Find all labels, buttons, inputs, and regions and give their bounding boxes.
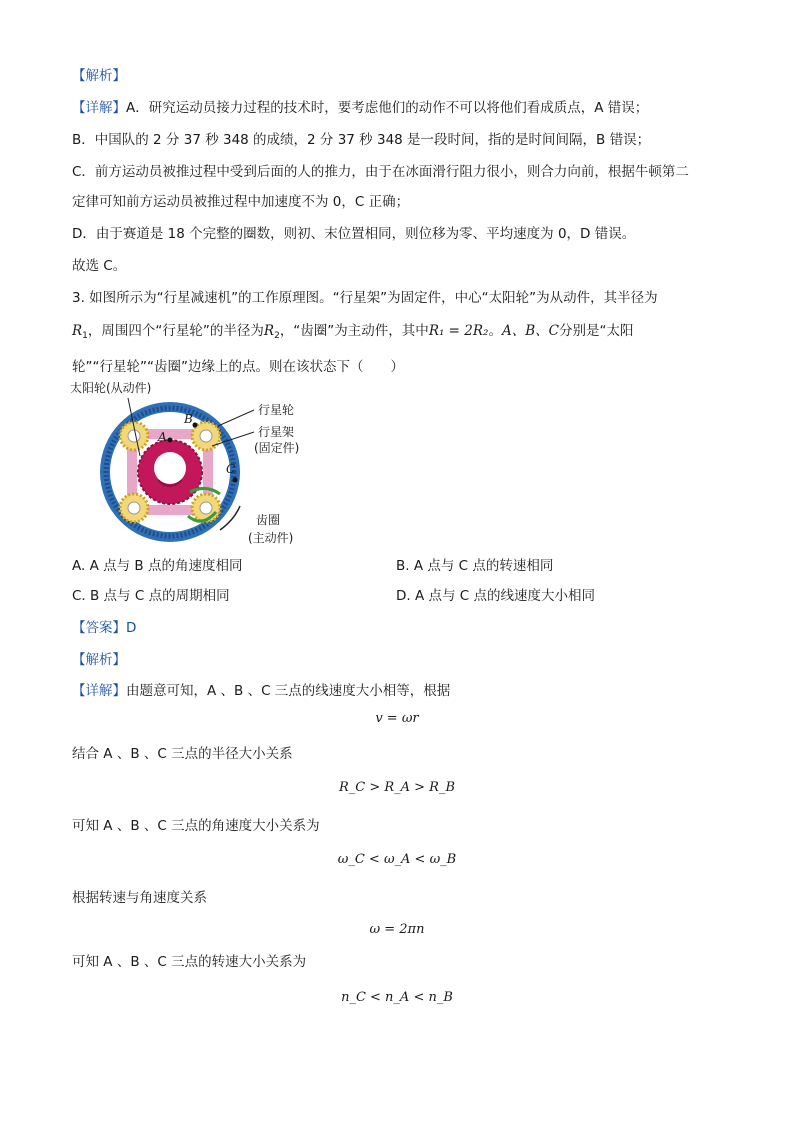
planet-pin-tr	[200, 430, 212, 442]
detail-line-c2: 定律可知前方运动员被推过程中加速度不为 0，C 正确；	[72, 194, 410, 210]
ring-gear-label: 齿圈	[256, 513, 281, 527]
detail-tag-1: 【详解】	[72, 100, 126, 116]
planet-label-leader	[218, 410, 254, 426]
answer-text: 【答案】D	[72, 620, 137, 636]
equation-omega-order: ω_C < ω_A < ω_B	[337, 852, 457, 867]
detail-paragraph-a	[72, 98, 648, 118]
question-3-line-3: 轮”“行星轮”“齿圈”边缘上的点。则在该状态下（ ）	[72, 359, 404, 375]
answer-line	[72, 618, 136, 638]
relation-line: 根据转速与角速度关系	[72, 890, 207, 906]
radius-relation-equation: R₁ = 2R₂	[428, 323, 489, 339]
planetary-gear-diagram	[70, 380, 340, 550]
point-c-label: C	[226, 462, 236, 476]
combine-line: 结合 A 、B 、C 三点的半径大小关系	[72, 746, 293, 762]
planet-pin-bl	[128, 502, 140, 514]
detail-line-d: D．由于赛道是 18 个完整的圈数，则初、末位置相同，则位移为零、平均速度为 0，D 错误。	[72, 226, 636, 242]
detail-text-2: 由题意可知，A 、B 、C 三点的线速度大小相等，根据	[126, 683, 451, 699]
r1-symbol: R	[72, 323, 83, 339]
equation-radius-order: R_C > R_A > R_B	[338, 780, 456, 795]
r1-subscript: 1	[82, 331, 88, 341]
detail-line-c1: C．前方运动员被推过程中受到后面的人的推力，由于在冰面滑行阻力很小，则合力向前，根据牛顿第二	[72, 164, 689, 180]
sun-gear-label: 太阳轮(从动件)	[70, 381, 152, 395]
conclusion-line: 故选 C。	[72, 258, 127, 274]
option-b: B. A 点与 C 点的转速相同	[396, 558, 554, 574]
planet-pin-br	[200, 502, 212, 514]
option-a: A. A 点与 B 点的角速度相同	[72, 558, 243, 574]
q3-text-2d: 分别是“太阳	[558, 323, 634, 339]
q3-text-2c: 。	[488, 323, 502, 339]
option-c: C. B 点与 C 点的周期相同	[72, 588, 230, 604]
r2-symbol: R	[263, 323, 275, 339]
rotation-speed-line: 可知 A 、B 、C 三点的转速大小关系为	[72, 954, 307, 970]
point-a-dot	[168, 438, 173, 443]
ring-gear-sublabel: (主动件)	[248, 531, 294, 545]
planet-gear-label: 行星轮	[258, 403, 295, 417]
planet-pin-tl	[128, 430, 140, 442]
equation-omega-2pin: ω = 2πn	[369, 922, 425, 937]
question-3-line-1: 3. 如图所示为“行星减速机”的工作原理图。“行星架”为固定件，中心“太阳轮”为从动件，其半径为	[72, 290, 658, 306]
planetary-gear-figure	[70, 380, 340, 550]
sun-gear-hub	[154, 452, 186, 484]
option-d: D. A 点与 C 点的线速度大小相同	[396, 588, 596, 604]
analysis-heading-1: 【解析】	[72, 68, 126, 84]
q3-text-2b: ，“齿圈”为主动件，其中	[279, 323, 429, 339]
detail-text-a: A．研究运动员接力过程的技术时，要考虑他们的动作不可以将他们看成质点，A 错误；	[126, 100, 649, 116]
detail-tag-2: 【详解】	[72, 683, 126, 699]
r2-subscript: 2	[274, 331, 280, 341]
angular-speed-line: 可知 A 、B 、C 三点的角速度大小关系为	[72, 818, 320, 834]
q3-text-2a: ，周围四个“行星轮”的半径为	[87, 323, 264, 339]
point-c-dot	[233, 478, 238, 483]
point-a-label: A	[158, 430, 167, 444]
carrier-label: 行星架	[258, 425, 295, 439]
detail-line-b: B．中国队的 2 分 37 秒 348 的成绩，2 分 37 秒 348 是一段时间，指的是时间间隔，B 错误；	[72, 132, 651, 148]
carrier-sublabel: (固定件)	[254, 441, 300, 455]
analysis-heading-2: 【解析】	[72, 652, 126, 668]
detail-paragraph-2	[72, 681, 450, 701]
point-b-label: B	[184, 412, 193, 426]
point-b-dot	[193, 423, 198, 428]
equation-v-omega-r: v = ωr	[375, 711, 419, 726]
points-abc: A、B、C	[501, 323, 559, 339]
equation-n-order: n_C < n_A < n_B	[341, 990, 453, 1005]
question-3-line-2	[72, 321, 633, 346]
